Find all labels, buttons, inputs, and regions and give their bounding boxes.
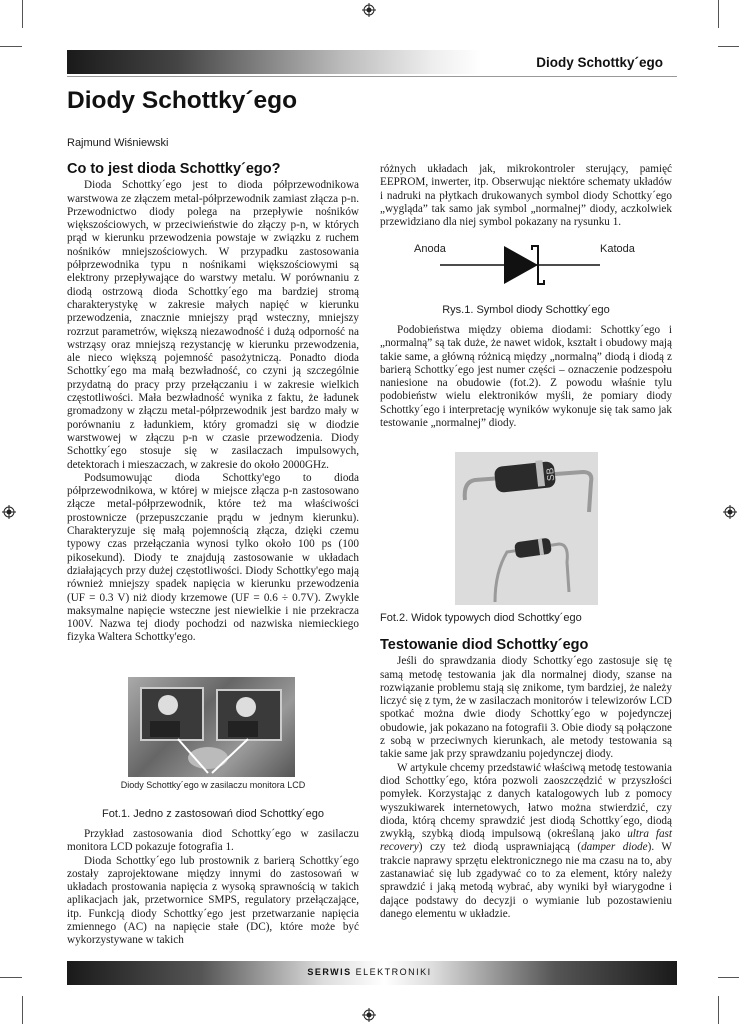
right-column-top: [380, 163, 672, 229]
left-column-bottom: [67, 828, 359, 948]
text-run: ) czy też diodą usprawniającą (: [418, 841, 582, 854]
anode-label: Anoda: [414, 243, 446, 255]
crop-mark: [718, 977, 739, 978]
crop-mark: [0, 46, 22, 47]
paragraph: Dioda Schottky´ego lub prostownik z barierą Schottky´ego zostały zaprojektowane między innymi do zastosowań w układach prostowania napięcia z wysoką sprawnością w takich aplikacjach jak, przetwornice SMPS, regulatory przełączające, itp. Funkcją diody Schottky´ego jest przetwarzanie napięcia zmiennego (AC) na napięcie stałe (DC), które może być wykorzystywane w takich: [67, 854, 359, 947]
figure-caption: Rys.1. Symbol diody Schottky´ego: [442, 304, 610, 316]
footer-brand: [0, 967, 739, 977]
footer-brand-rest: ELEKTRONIKI: [351, 967, 432, 977]
crop-mark: [22, 996, 23, 1024]
arrows-icon: [128, 677, 295, 777]
crop-mark: [22, 0, 23, 28]
section-heading: Co to jest dioda Schottky´ego?: [67, 161, 281, 177]
figure-caption: Fot.2. Widok typowych diod Schottky´ego: [380, 612, 582, 624]
section-heading: Testowanie diod Schottky´ego: [380, 637, 589, 653]
registration-mark-icon: [2, 505, 16, 519]
figure-caption: Fot.1. Jedno z zastosowań diod Schottky´ego: [102, 808, 324, 820]
crop-mark: [718, 0, 719, 28]
italic-term: damper diode: [581, 841, 648, 854]
photo-diodes: [455, 452, 598, 605]
diodes-photo-icon: [455, 452, 598, 605]
paragraph: [380, 762, 672, 922]
paragraph: różnych układach jak, mikrokontroler sterujący, pamięć EEPROM, inwerter, itp. Obserwując niektóre schematy układów i nadruki na płytkach drukowanych symbol diody Schottky´ego „wygląda” tak samo jak symbol „normalnej” diody, aczkolwiek przewidziano dla niej symbol pokazany na rysunku 1.: [380, 163, 672, 229]
right-column-bottom: [380, 639, 672, 921]
paragraph: Dioda Schottky´ego jest to dioda półprzewodnikowa warstwowa ze złączem metal-półprzewodnik zamiast złącza p-n. Przewodnictwo diody polega na przepływie nośników większościowych, w przeciwieństwie do złączy p-n, w których prąd w kierunku przewodzenia powstaje w związku z ruchem nośników mniejszościowych. W przypadku zastosowania półprzewodnika typu n nośnikami większościowymi są elektrony przepływające do warstwy metalu. W porównaniu z diodą ostrzową dioda Schottky´ego ma bardziej stromą charakterystykę w zakresie małych napięć w kierunku przewodzenia, znacznie mniejszy prąd wsteczny, mniejszy rozrzut parametrów, większą niezawodność i dużą odporność na wstrząsy oraz mniejszą rezystancję w kierunku przewodzenia, ale nieco większą pojemność pasożytniczą. Ponadto dioda Schottky´ego ma małą bezwładność, co czyni ją szczególnie przydatną do pracy przy przełączaniu i w zakresie wielkich częstotliwości. Mała bezwładność wynika z faktu, że ładunek gromadzony w złączu metal-półprzewodnik jest bardzo mały w porównaniu z ładunkiem, który gromadzi się w diodzie warstwowej w złączu p-n w czasie przewodzenia. Diody Schottky´ego stosuje się w zasilaczach impulsowych, detektorach i mieszaczach, w zakresie do około 2000GHz.: [67, 179, 359, 471]
paragraph: Przykład zastosowania diod Schottky´ego w zasilaczu monitora LCD pokazuje fotografia 1.: [67, 828, 359, 854]
crop-mark: [718, 46, 739, 47]
running-header-title: Diody Schottky´ego: [536, 55, 663, 70]
italic-term: ultra fast recovery: [380, 828, 672, 854]
crop-mark: [718, 996, 719, 1024]
registration-mark-icon: [362, 3, 376, 17]
article-author: Rajmund Wiśniewski: [67, 137, 169, 149]
schottky-diode-symbol-icon: [440, 240, 600, 290]
photo-psu-board: [128, 677, 295, 777]
diode-marking: SB: [545, 467, 558, 482]
paragraph: Podsumowując dioda Schottky'ego to dioda półprzewodnikowa, w której w miejsce złącza p-n zastosowano złącze metal-półprzewodnik, które też ma właściwości prostownicze (przepuszczanie prądu w jednym kierunku). Charakteryzuje się małą pojemnością złącza, dzięki czemu typowy czas przełączania wynosi tylko około 100 ps (100 pikosekund). Diody te znajdują zastosowanie w układach działających przy dużej częstotliwości. Diody Schottky'ego mają również mniejszy spadek napięcia w kierunku przewodzenia (UF = 0.3 V) niż diody krzemowe (UF = 0.6 ÷ 0.7V). Zwykle maksymalne napięcie wsteczne jest niewielkie i nie przekracza 100V. Nazwa tej diody pochodzi od nazwiska niemieckiego fizyka Waltera Schottky'ego.: [67, 471, 359, 644]
paragraph: Jeśli do sprawdzania diody Schottky´ego zastosuje się tę samą metodę testowania jak dla normalnej diody, szanse na rozwiązanie problemu stają się znikome, tym bardziej, że należy liczyć się z tym, że w zasilaczach monitorów i telewizorów LCD spotkać można dwie diody Schottky´ego w pojedynczej obudowie, jak pokazano na fotografii 3. Obie diody są połączone z sobą w przeciwnych kierunkach, ale metody testowania są takie same jak przy sprawdzaniu pojedynczej diody.: [380, 655, 672, 761]
right-column-mid: [380, 324, 672, 430]
left-column: [67, 163, 359, 645]
registration-mark-icon: [362, 1008, 376, 1022]
paragraph: Podobieństwa między obiema diodami: Schottky´ego i „normalną” są tak duże, że nawet widok, kształt i obudowy mają takie same, a główną różnicą między „normalną” diodą i diodą z barierą Schottky´ego jest numer części – oznaczenie podzespołu naniesione na obudowie (fot.2). Z powodu właśnie tylu podobieństw wielu elektroników myśli, że pomiary diody Schottky´ego i interpretację wyników wykonuje się tak samo jak testowanie „normalnej” diody.: [380, 324, 672, 430]
text-run: W artykule chcemy przedstawić właściwą metodę testowania diod Schottky´ego, która pozwoli zaoszczędzić w przyszłości pomyłek. Korzystając z danych katalogowych lub z pomocy wyszukiwarek internetowych, łatwo można stwierdzić, czy dioda, którą chcemy sprawdzić jest diodą Schottky´ego, diodą zwykłą, szybką diodą impulsową (określaną jako: [380, 761, 672, 841]
article-title: Diody Schottky´ego: [67, 87, 298, 114]
footer-brand-bold: SERWIS: [307, 967, 352, 977]
header-rule: [67, 76, 677, 77]
cathode-label: Katoda: [600, 243, 635, 255]
text-run: ). W trakcie naprawy sprzętu elektronicznego nie ma czasu na to, aby zastanawiać się lub zgadywać co to za element, który należy sprawdzić i jaką metodą wybrać, aby wyniki był wiarygodne i dające podstawy do decyzji o wymianie lub pozostawieniu danego elementu w układzie.: [380, 841, 672, 920]
registration-mark-icon: [723, 505, 737, 519]
crop-mark: [0, 977, 22, 978]
photo-label: Diody Schottky´ego w zasilaczu monitora LCD: [120, 780, 306, 790]
